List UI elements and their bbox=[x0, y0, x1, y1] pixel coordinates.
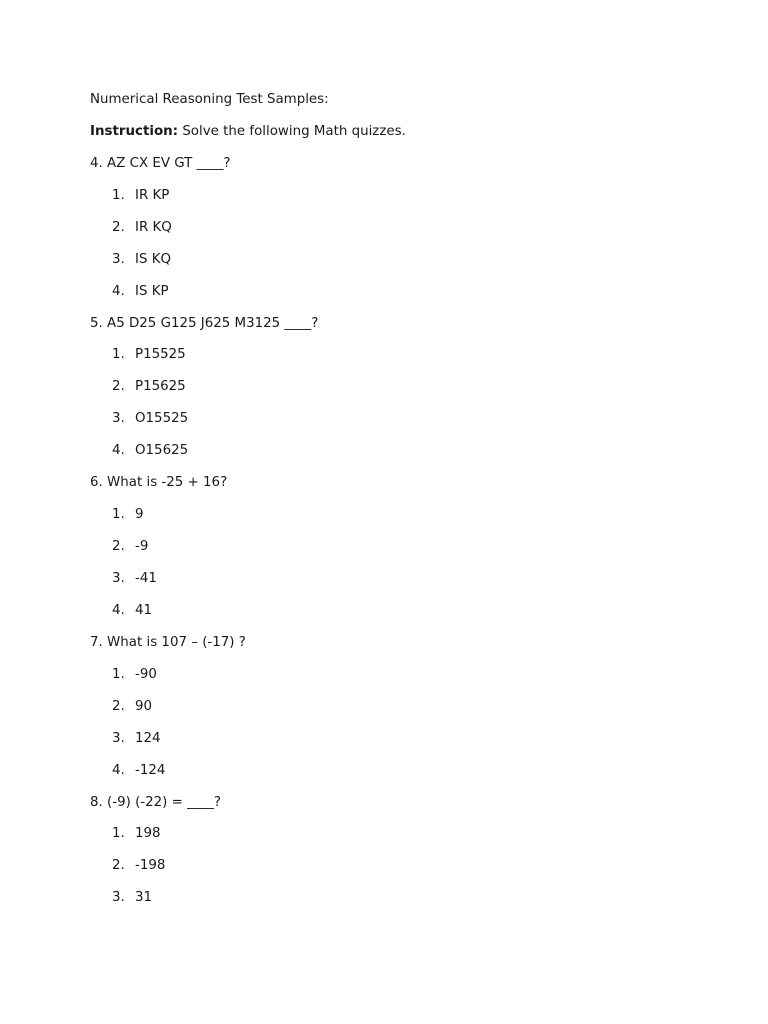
option-text: 31 bbox=[135, 890, 153, 905]
question-prompt: 4. AZ CX EV GT ____? bbox=[90, 156, 231, 171]
answer-option bbox=[112, 888, 152, 908]
answer-option bbox=[112, 441, 188, 461]
question-prompt: 5. A5 D25 G125 J625 M3125 ____? bbox=[90, 316, 319, 331]
question-prompt: 7. What is 107 – (-17) ? bbox=[90, 635, 246, 650]
answer-option bbox=[112, 409, 188, 429]
option-text: IS KQ bbox=[135, 252, 172, 267]
instruction-label: Instruction: bbox=[90, 124, 179, 139]
option-number: 2. bbox=[112, 539, 125, 554]
option-text: 41 bbox=[135, 603, 153, 618]
option-text: 198 bbox=[135, 826, 161, 841]
option-text: O15525 bbox=[135, 411, 189, 426]
option-number: 1. bbox=[112, 826, 125, 841]
answer-option bbox=[112, 282, 169, 302]
answer-option bbox=[112, 569, 157, 589]
answer-option bbox=[112, 186, 169, 206]
option-text: -198 bbox=[135, 858, 166, 873]
answer-option bbox=[112, 761, 165, 781]
option-text: -9 bbox=[135, 539, 149, 554]
option-number: 3. bbox=[112, 411, 125, 426]
answer-option bbox=[112, 377, 186, 397]
option-number: 3. bbox=[112, 252, 125, 267]
option-number: 4. bbox=[112, 284, 125, 299]
option-number: 4. bbox=[112, 763, 125, 778]
document-title: Numerical Reasoning Test Samples: bbox=[90, 92, 329, 107]
option-text: IR KP bbox=[135, 188, 170, 203]
answer-option bbox=[112, 250, 171, 270]
option-number: 1. bbox=[112, 507, 125, 522]
option-text: P15625 bbox=[135, 379, 186, 394]
answer-option bbox=[112, 218, 172, 238]
answer-option bbox=[112, 665, 157, 685]
answer-option bbox=[112, 537, 148, 557]
question-prompt: 8. (-9) (-22) = ____? bbox=[90, 795, 222, 810]
option-number: 2. bbox=[112, 220, 125, 235]
instruction-line bbox=[90, 122, 406, 142]
answer-option bbox=[112, 505, 144, 525]
answer-option bbox=[112, 824, 161, 844]
option-number: 3. bbox=[112, 571, 125, 586]
option-text: IS KP bbox=[135, 284, 169, 299]
option-number: 2. bbox=[112, 699, 125, 714]
option-number: 4. bbox=[112, 603, 125, 618]
option-number: 1. bbox=[112, 347, 125, 362]
answer-option bbox=[112, 345, 186, 365]
option-text: -90 bbox=[135, 667, 157, 682]
instruction-text: Solve the following Math quizzes. bbox=[182, 124, 406, 139]
option-number: 4. bbox=[112, 443, 125, 458]
answer-option bbox=[112, 729, 161, 749]
option-text: 90 bbox=[135, 699, 153, 714]
option-number: 3. bbox=[112, 731, 125, 746]
option-number: 1. bbox=[112, 667, 125, 682]
option-text: O15625 bbox=[135, 443, 189, 458]
answer-option bbox=[112, 856, 165, 876]
option-text: IR KQ bbox=[135, 220, 172, 235]
option-text: 124 bbox=[135, 731, 161, 746]
option-number: 1. bbox=[112, 188, 125, 203]
option-text: 9 bbox=[135, 507, 144, 522]
option-number: 2. bbox=[112, 379, 125, 394]
option-text: -124 bbox=[135, 763, 166, 778]
answer-option bbox=[112, 697, 152, 717]
answer-option bbox=[112, 601, 152, 621]
option-number: 2. bbox=[112, 858, 125, 873]
option-text: P15525 bbox=[135, 347, 186, 362]
question-prompt: 6. What is -25 + 16? bbox=[90, 475, 228, 490]
option-text: -41 bbox=[135, 571, 157, 586]
option-number: 3. bbox=[112, 890, 125, 905]
